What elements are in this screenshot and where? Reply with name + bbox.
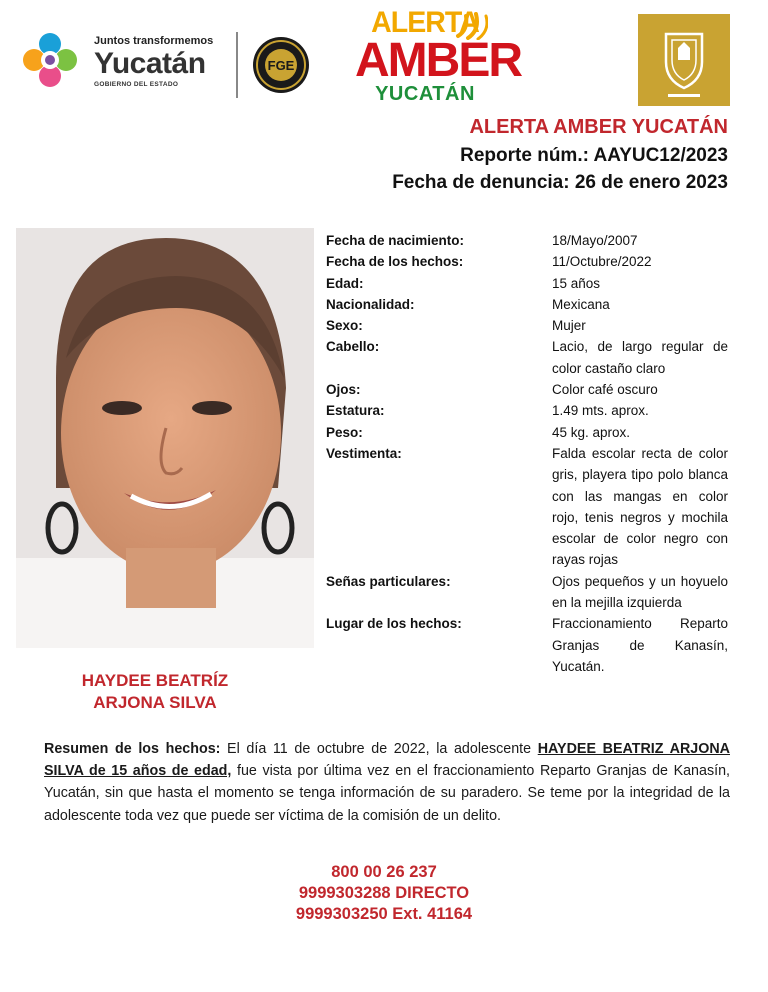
detail-label: Nacionalidad: — [326, 296, 415, 312]
phone-number: 9999303288 DIRECTO — [298, 884, 470, 902]
missing-person-name — [16, 670, 294, 714]
detail-value: Ojos pequeños y un hoyuelo en la mejilla izquierda — [552, 573, 728, 611]
detail-value: Fraccionamiento Reparto Granjas de Kanasín, Yucatán. — [552, 616, 728, 674]
detail-value: Mexicana — [552, 296, 610, 312]
detail-row — [326, 422, 728, 443]
yucatan-tagline: Juntos transformemos — [94, 35, 214, 47]
state-shield-emblem — [638, 14, 730, 106]
detail-label: Peso: — [326, 424, 363, 440]
yucatan-flower-logo — [20, 30, 80, 90]
fge-seal-icon — [252, 36, 310, 94]
name-line2: ARJONA SILVA — [93, 693, 217, 712]
yucatan-name: Yucatán — [94, 47, 206, 80]
detail-value: 11/Octubre/2022 — [552, 254, 652, 270]
summary-paragraph — [44, 738, 730, 827]
phone-number: 9999303250 Ext. 41164 — [295, 905, 473, 923]
detail-value: 15 años — [552, 275, 601, 291]
detail-row — [326, 571, 728, 614]
yucatan-subtitle: GOBIERNO DEL ESTADO — [94, 81, 179, 88]
phone-number: 800 00 26 237 — [331, 863, 437, 881]
detail-value: Lacio, de largo regular de color castaño claro — [552, 339, 728, 376]
detail-label: Ojos: — [326, 382, 361, 398]
detail-value: Falda escolar recta de color gris, playera tipo polo blanca con las mangas en color rojo, tenis negros y mochila escolar de color negro con rayas rojas — [552, 445, 728, 568]
summary-part2: fue vista por última vez en el fraccionamiento Reparto Granjas de Kanasín, Yucatán, sin que hasta el momento se tenga información de su paradero. Se teme por la integridad de la adolescente toda vez que puede ser víctima de la comisión de un delito. — [44, 763, 730, 824]
report-date: Fecha de denuncia: 26 de enero 2023 — [392, 172, 728, 193]
detail-value: Color café oscuro — [552, 382, 658, 398]
detail-label: Estatura: — [326, 403, 385, 419]
detail-label: Vestimenta: — [326, 445, 402, 461]
detail-label: Cabello: — [326, 339, 380, 355]
detail-value: 18/Mayo/2007 — [552, 233, 638, 248]
fge-seal — [252, 36, 310, 94]
detail-value: 45 kg. aprox. — [552, 424, 631, 440]
detail-row — [326, 613, 728, 677]
detail-label: Edad: — [326, 275, 364, 291]
summary-highlight: HAYDEE BEATRIZ ARJONA SILVA de 15 años de edad, — [44, 741, 730, 780]
detail-row — [326, 294, 728, 315]
detail-label: Señas particulares: — [326, 573, 451, 589]
detail-row — [326, 251, 728, 272]
portrait-illustration — [16, 228, 314, 648]
signal-waves-icon — [454, 12, 488, 40]
detail-row — [326, 379, 728, 400]
summary-part1: El día 11 de octubre de 2022, la adolescente — [220, 741, 538, 757]
detail-row — [326, 400, 728, 421]
shield-icon — [638, 14, 730, 106]
name-line1: HAYDEE BEATRÍZ — [81, 671, 229, 690]
amber-logo-line2: AMBER — [355, 34, 521, 87]
detail-row — [326, 336, 728, 379]
detail-label: Sexo: — [326, 318, 363, 334]
detail-label: Fecha de los hechos: — [326, 254, 464, 270]
contact-numbers — [0, 862, 768, 925]
detail-row — [326, 273, 728, 294]
detail-row — [326, 443, 728, 571]
detail-value: 1.49 mts. aprox. — [552, 403, 649, 419]
alert-title: ALERTA AMBER YUCATÁN — [469, 116, 728, 138]
detail-label: Fecha de nacimiento: — [326, 233, 465, 248]
logo-divider — [236, 32, 238, 98]
missing-person-photo — [16, 228, 314, 648]
amber-logo-line1: ALERTA — [371, 6, 479, 39]
detail-label: Lugar de los hechos: — [326, 616, 462, 632]
report-number: Reporte núm.: AAYUC12/2023 — [460, 145, 728, 166]
detail-row — [326, 230, 728, 251]
amber-logo-line3: YUCATÁN — [375, 82, 475, 105]
yucatan-wordmark — [94, 36, 213, 89]
fge-label: FGE — [267, 58, 295, 73]
detail-value: Mujer — [552, 318, 586, 334]
details-table — [326, 230, 728, 677]
detail-row — [326, 315, 728, 336]
summary-label: Resumen de los hechos: — [44, 741, 221, 757]
